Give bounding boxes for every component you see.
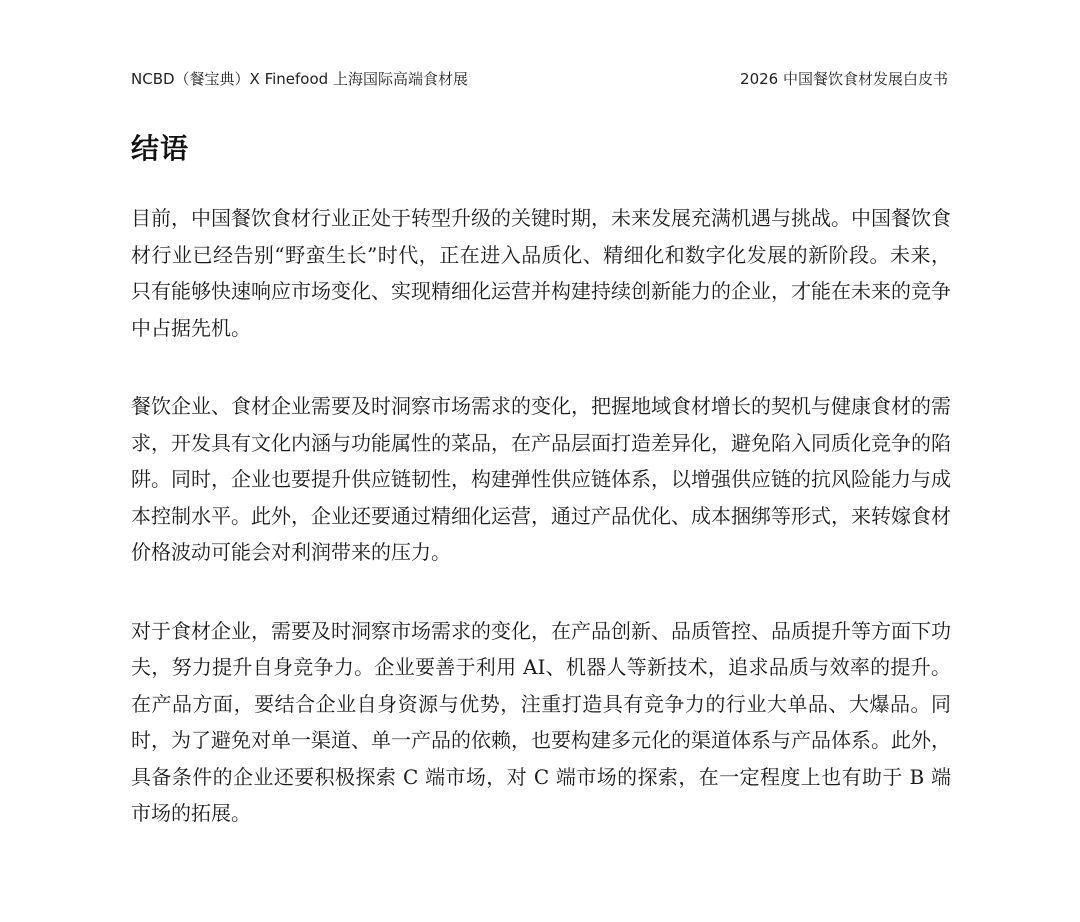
page-title: 结语 [131,132,190,165]
paragraph-1: 目前，中国餐饮食材行业正处于转型升级的关键时期，未来发展充满机遇与挑战。中国餐饮食材行业已经告别“野蛮生长”时代，正在进入品质化、精细化和数字化发展的新阶段。未来，只有能够快速响应市场变化、实现精细化运营并构建持续创新能力的企业，才能在未来的竞争中占据先机。 [131,206,951,340]
body-content [131,200,951,874]
header-left-text: NCBD（餐宝典）X Finefood 上海国际高端食材展 [131,69,468,88]
header-right-text: 2026 中国餐饮食材发展白皮书 [740,69,948,88]
paragraph-2: 餐饮企业、食材企业需要及时洞察市场需求的变化，把握地域食材增长的契机与健康食材的需求，开发具有文化内涵与功能属性的菜品，在产品层面打造差异化，避免陷入同质化竞争的陷阱。同时，企业也要提升供应链韧性，构建弹性供应链体系，以增强供应链的抗风险能力与成本控制水平。此外，企业还要通过精细化运营，通过产品优化、成本捆绑等形式，来转嫁食材价格波动可能会对利润带来的压力。 [131,394,951,564]
paragraph-3: 对于食材企业，需要及时洞察市场需求的变化，在产品创新、品质管控、品质提升等方面下功夫，努力提升自身竞争力。企业要善于利用 AI、机器人等新技术，追求品质与效率的提升。在产品方面，要结合企业自身资源与优势，注重打造具有竞争力的行业大单品、大爆品。同时，为了避免对单一渠道、单一产品的依赖，也要构建多元化的渠道体系与产品体系。此外，具备条件的企业还要积极探索 C 端市场，对 C 端市场的探索，在一定程度上也有助于 B 端市场的拓展。 [131,618,951,825]
page-header [131,66,948,90]
